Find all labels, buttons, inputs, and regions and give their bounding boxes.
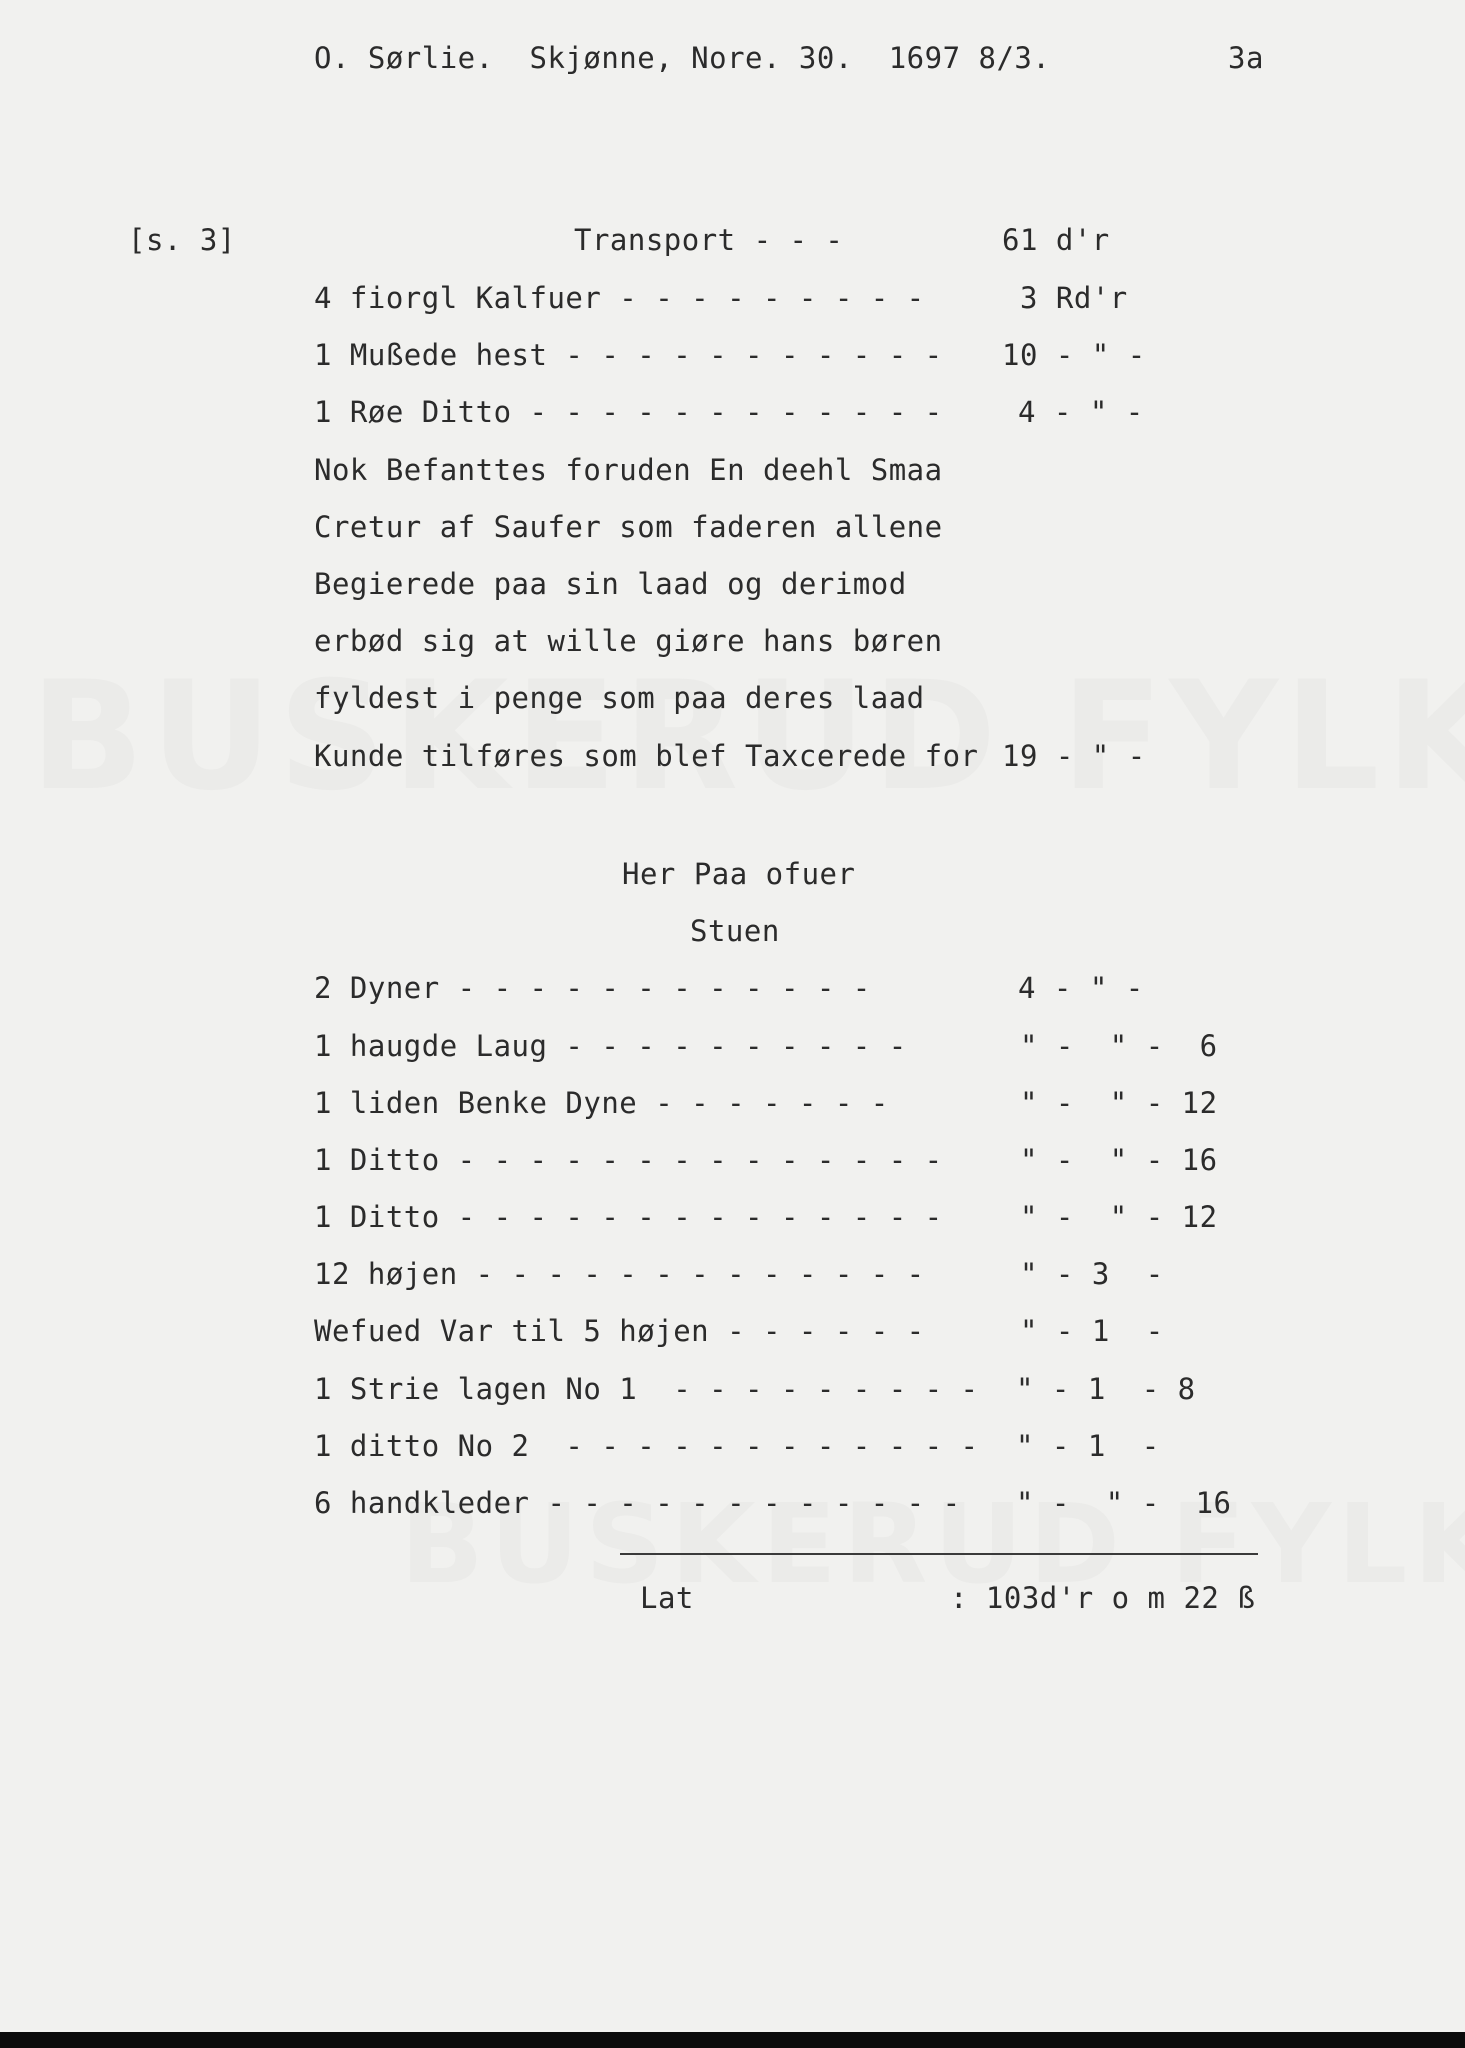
item-text: 1 ditto No 2 - - - - - - - - - - - - (314, 1429, 979, 1463)
item-text: Wefued Var til 5 højen - - - - - - (314, 1314, 925, 1348)
header-text: O. Sørlie. Skjønne, Nore. 30. 1697 8/3. (314, 41, 1051, 75)
item-amount: " - " - 16 (1016, 1486, 1232, 1520)
item-amount: " - 1 - (1020, 1314, 1164, 1348)
scan-border (0, 2032, 1465, 2048)
item-amount: " - " - 6 (1020, 1029, 1218, 1063)
item-amount: 4 - " - (1018, 395, 1144, 429)
paragraph-amount: 19 - " - (1002, 739, 1146, 773)
watermark-stamp (30, 650, 1465, 824)
item-amount: 4 - " - (1018, 971, 1144, 1005)
item-text: 1 Ditto - - - - - - - - - - - - - - (314, 1200, 943, 1234)
item-text: 1 haugde Laug - - - - - - - - - - (314, 1029, 907, 1063)
item-amount: " - " - 12 (1020, 1200, 1218, 1234)
item-text: 1 Mußede hest - - - - - - - - - - - (314, 338, 943, 372)
paragraph-line: erbød sig at wille giøre hans børen (314, 624, 943, 658)
paragraph-line: Kunde tilføres som blef Taxcerede for (314, 739, 979, 773)
item-text: 1 liden Benke Dyne - - - - - - - (314, 1086, 889, 1120)
transport-amount: 61 d'r (1002, 223, 1110, 257)
section-heading: Her Paa ofuer (622, 857, 856, 891)
paragraph-line: fyldest i penge som paa deres laad (314, 681, 925, 715)
section-heading: Stuen (690, 914, 780, 948)
item-text: 1 Strie lagen No 1 - - - - - - - - - (314, 1372, 979, 1406)
total-amount: : 103d'r o m 22 ß (950, 1581, 1256, 1615)
item-amount: " - " - 16 (1020, 1143, 1218, 1177)
paragraph-line: Begierede paa sin laad og derimod (314, 567, 907, 601)
item-amount: " - 3 - (1020, 1257, 1164, 1291)
item-text: 4 fiorgl Kalfuer - - - - - - - - - (314, 281, 925, 315)
page-reference: [s. 3] (128, 223, 236, 257)
item-amount: 10 - " - (1002, 338, 1146, 372)
sum-rule (620, 1553, 1258, 1555)
item-amount: " - 1 - (1016, 1429, 1160, 1463)
item-text: 1 Røe Ditto - - - - - - - - - - - - (314, 395, 943, 429)
item-text: 1 Ditto - - - - - - - - - - - - - - (314, 1143, 943, 1177)
paragraph-line: Cretur af Saufer som faderen allene (314, 510, 943, 544)
item-amount: 3 Rd'r (1020, 281, 1128, 315)
item-amount: " - 1 - 8 (1016, 1372, 1196, 1406)
item-text: 12 højen - - - - - - - - - - - - - (314, 1257, 925, 1291)
item-text: 6 handkleder - - - - - - - - - - - - (314, 1486, 961, 1520)
paragraph-line: Nok Befanttes foruden En deehl Smaa (314, 453, 943, 487)
item-text: 2 Dyner - - - - - - - - - - - - (314, 971, 871, 1005)
transport-label: Transport - - - (574, 223, 844, 257)
item-amount: " - " - 12 (1020, 1086, 1218, 1120)
total-label: Lat (640, 1581, 694, 1615)
page-number: 3a (1228, 41, 1264, 75)
